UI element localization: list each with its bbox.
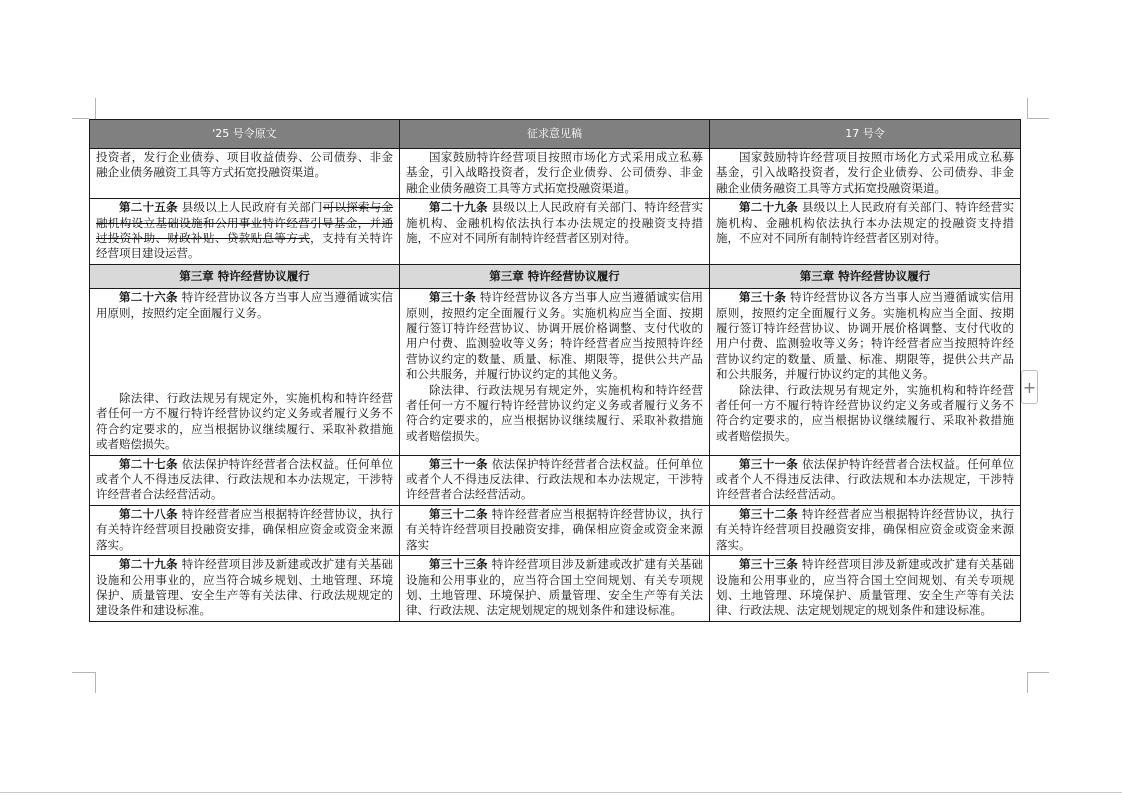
chapter-title: 第三章 特许经营协议履行	[90, 265, 400, 289]
page-bottom-edge	[0, 792, 1122, 793]
spacer	[96, 321, 393, 391]
clause-text	[716, 200, 1014, 246]
table-cell	[90, 199, 400, 265]
table-cell	[710, 556, 1021, 622]
article-number: 第三十二条	[429, 506, 488, 521]
clause-text	[716, 457, 1014, 503]
clause-fragment: 特许经营者应当根据特许经营协议，执行有关特许经营项目投融资安排，确保相应资金或资金来源落实	[406, 506, 704, 552]
article-number: 第三十二条	[739, 506, 798, 521]
clause-fragment: 县级以上人民政府有关部门、特许经营实施机构、金融机构依法执行本办法规定的投融资支持措施，不应对不同所有制特许经营者区别对待。	[716, 200, 1015, 246]
article-number: 第三十条	[739, 290, 787, 305]
crop-mark-top-right	[1027, 98, 1028, 119]
add-row-button[interactable]	[1021, 370, 1038, 404]
crop-mark-top-left	[95, 98, 96, 119]
article-number: 第二十七条	[119, 456, 178, 471]
table-cell	[710, 199, 1021, 265]
article-number: 第三十条	[429, 290, 477, 305]
clause-fragment: ，支持有关特许经营项目建设运营。	[96, 231, 393, 261]
crop-mark-top-right-h	[1027, 118, 1049, 119]
plus-icon: +	[1022, 377, 1037, 397]
table-row	[90, 455, 1021, 505]
clause-fragment: 特许经营协议各方当事人应当遵循诚实信用原则，按照约定全面履行义务。	[96, 290, 394, 320]
table-cell	[90, 455, 400, 505]
comparison-table	[89, 119, 1021, 622]
article-number: 第三十三条	[429, 557, 488, 572]
clause-text	[406, 290, 703, 382]
clause-text: 除法律、行政法规另有规定外，实施机构和特许经营者任何一方不履行特许经营协议约定义务或者履行义务不符合约定要求的，应当根据协议继续履行、采取补救措施或者赔偿损失。	[406, 382, 703, 443]
table-cell	[400, 455, 710, 505]
table-cell	[90, 505, 400, 555]
clause-text	[406, 557, 703, 619]
table-cell	[710, 149, 1021, 199]
clause-text	[96, 200, 393, 262]
table-cell	[90, 149, 400, 199]
article-number: 第三十一条	[429, 456, 488, 471]
clause-text: 投资者，发行企业债券、项目收益债券、公司债券、非金融企业债务融资工具等方式拓宽投融资渠道。	[96, 150, 393, 180]
table-row	[90, 149, 1021, 199]
clause-text	[406, 457, 703, 503]
table-row	[90, 556, 1021, 622]
table-row	[90, 505, 1021, 555]
table-cell	[710, 289, 1021, 455]
column-header-order17: 17 号令	[710, 120, 1021, 149]
crop-mark-bottom-left-h	[72, 672, 95, 673]
table-cell	[400, 199, 710, 265]
table-cell	[90, 556, 400, 622]
article-number: 第二十九条	[119, 557, 178, 572]
article-number: 第二十九条	[739, 200, 798, 215]
table-row	[90, 289, 1021, 455]
clause-text	[96, 507, 393, 553]
article-number: 第三十一条	[739, 456, 798, 471]
clause-text	[96, 557, 393, 619]
clause-text	[96, 290, 393, 321]
column-header-draft: 征求意见稿	[400, 120, 710, 149]
article-number: 第二十九条	[429, 200, 488, 215]
clause-fragment: 特许经营者应当根据特许经营协议，执行有关特许经营项目投融资安排，确保相应资金或资金来源落实。	[96, 506, 394, 552]
table-cell	[710, 455, 1021, 505]
clause-text	[406, 507, 703, 553]
table-cell	[400, 149, 710, 199]
deleted-text: 可以探索与金融机构设立基础设施和公用事业特许经营引导基金，并通过投资补助、财政补贴、贷款贴息等方式	[96, 200, 394, 246]
article-number: 第二十五条	[119, 200, 178, 215]
article-number: 第二十八条	[119, 506, 178, 521]
clause-text: 国家鼓励特许经营项目按照市场化方式采用成立私募基金，引入战略投资者，发行企业债券、公司债券、非金融企业债务融资工具等方式拓宽投融资渠道。	[406, 150, 703, 195]
clause-text	[406, 200, 703, 246]
clause-text: 除法律、行政法规另有规定外，实施机构和特许经营者任何一方不履行特许经营协议约定义务或者履行义务不符合约定要求的，应当根据协议继续履行、采取补救措施或者赔偿损失。	[96, 391, 393, 452]
chapter-title: 第三章 特许经营协议履行	[400, 265, 710, 289]
article-number: 第三十三条	[739, 557, 798, 572]
clause-fragment: 特许经营协议各方当事人应当遵循诚实信用原则，按照约定全面履行义务。实施机构应当全面、按期履行签订特许经营协议、协调开展价格调整、支付代收的用户付费、监测验收等义务；特许经营者应当按照特许经营协议约定的数量、质量、标准、期限等，提供公共产品和公共服务，并履行协议约定的其他义务。	[716, 290, 1015, 382]
clause-fragment: 依法保护特许经营者合法权益。任何单位或者个人不得违反法律、行政法规和本办法规定，干涉特许经营者合法经营活动。	[406, 456, 704, 502]
clause-text	[716, 507, 1014, 553]
table-cell	[400, 556, 710, 622]
clause-text	[716, 557, 1014, 619]
crop-mark-bottom-right	[1027, 672, 1028, 693]
clause-text: 国家鼓励特许经营项目按照市场化方式采用成立私募基金，引入战略投资者，发行企业债券、公司债券、非金融企业债务融资工具等方式拓宽投融资渠道。	[716, 150, 1014, 195]
clause-fragment: 特许经营协议各方当事人应当遵循诚实信用原则，按照约定全面履行义务。实施机构应当全面、按期履行签订特许经营协议、协调开展价格调整、支付代收的用户付费、监测验收等义务；特许经营者应当按照特许经营协议约定的数量、质量、标准、期限等，提供公共产品和公共服务，并履行协议约定的其他义务。	[406, 290, 704, 382]
table-cell	[400, 289, 710, 455]
clause-fragment: 依法保护特许经营者合法权益。任何单位或者个人不得违反法律、行政法规和本办法规定，干涉特许经营者合法经营活动。	[96, 456, 394, 502]
clause-fragment: 县级以上人民政府有关部门、特许经营实施机构、金融机构依法执行本办法规定的投融资支持措施，不应对不同所有制特许经营者区别对待。	[406, 200, 704, 246]
crop-mark-bottom-right-h	[1027, 672, 1049, 673]
clause-fragment: 依法保护特许经营者合法权益。任何单位或者个人不得违反法律、行政法规和本办法规定，干涉特许经营者合法经营活动。	[716, 456, 1015, 502]
table-row	[90, 199, 1021, 265]
table-header-row	[90, 120, 1021, 149]
clause-fragment: 特许经营者应当根据特许经营协议，执行有关特许经营项目投融资安排，确保相应资金或资金来源落实。	[716, 506, 1015, 552]
clause-fragment: 特许经营项目涉及新建或改扩建有关基础设施和公用事业的，应当符合国土空间规划、有关专项规划、土地管理、环境保护、质量管理、安全生产等有关法律、行政法规、法定规划规定的规划条件和建设标准。	[716, 557, 1015, 618]
table-cell	[710, 505, 1021, 555]
table-cell	[90, 289, 400, 455]
article-number: 第二十六条	[119, 290, 178, 305]
chapter-row	[90, 265, 1021, 289]
table-cell	[400, 505, 710, 555]
clause-fragment: 县级以上人民政府有关部门	[181, 200, 323, 215]
column-header-original: '25 号令原文	[90, 120, 400, 149]
crop-mark-bottom-left	[95, 672, 96, 693]
chapter-title: 第三章 特许经营协议履行	[710, 265, 1021, 289]
clause-text	[716, 290, 1014, 382]
clause-text: 除法律、行政法规另有规定外，实施机构和特许经营者任何一方不履行特许经营协议约定义务或者履行义务不符合约定要求的，应当根据协议继续履行、采取补救措施或者赔偿损失。	[716, 382, 1014, 443]
clause-fragment: 特许经营项目涉及新建或改扩建有关基础设施和公用事业的，应当符合国土空间规划、有关专项规划、土地管理、环境保护、质量管理、安全生产等有关法律、行政法规、法定规划规定的规划条件和建设标准。	[406, 557, 704, 618]
clause-text	[96, 457, 393, 503]
crop-mark-top-left-h	[72, 118, 89, 119]
clause-fragment: 特许经营项目涉及新建或改扩建有关基础设施和公用事业的，应当符合城乡规划、土地管理、环境保护、质量管理、安全生产等有关法律、行政法规规定的建设条件和建设标准。	[96, 557, 394, 618]
